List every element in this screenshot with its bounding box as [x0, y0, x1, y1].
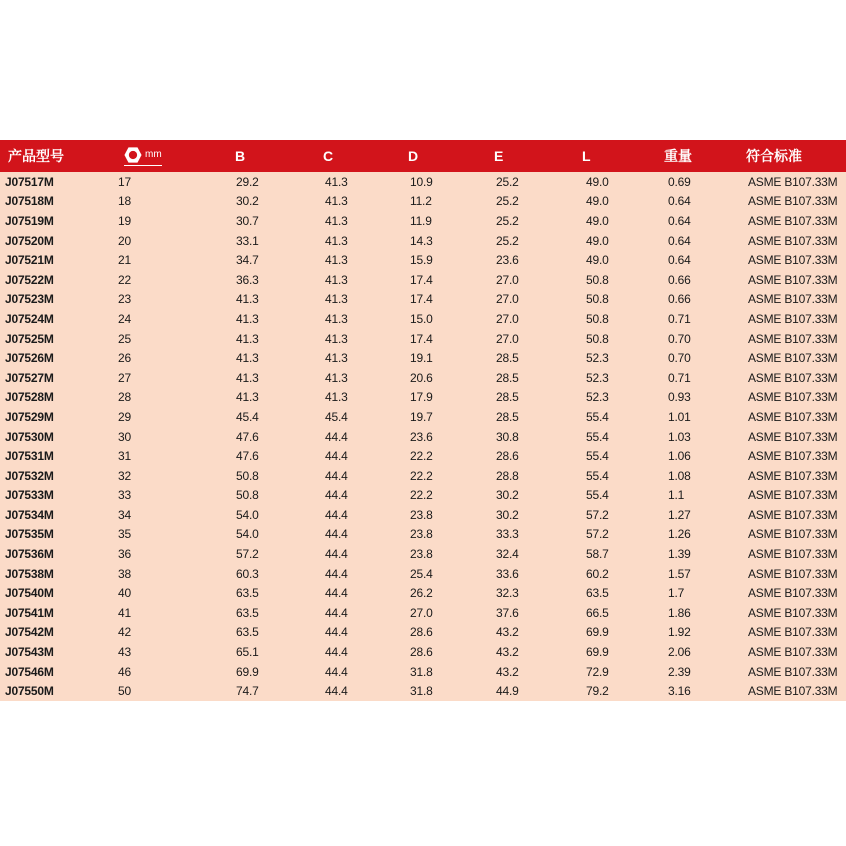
e-cell: 27.0 [496, 331, 519, 346]
b-cell: 41.3 [236, 390, 259, 405]
model-cell: J07550M [5, 684, 54, 699]
standard-cell: ASME B107.33M [748, 566, 838, 581]
table-row [0, 427, 846, 447]
b-cell: 30.7 [236, 213, 259, 228]
c-cell: 41.3 [325, 194, 348, 209]
model-cell: J07525M [5, 331, 54, 346]
c-cell: 41.3 [325, 272, 348, 287]
e-cell: 25.2 [496, 174, 519, 189]
standard-cell: ASME B107.33M [748, 174, 838, 189]
table-row [0, 505, 846, 525]
b-cell: 65.1 [236, 645, 259, 660]
d-cell: 17.4 [410, 272, 433, 287]
model-cell: J07533M [5, 488, 54, 503]
standard-cell: ASME B107.33M [748, 272, 838, 287]
c-cell: 41.3 [325, 331, 348, 346]
c-cell: 44.4 [325, 468, 348, 483]
c-cell: 41.3 [325, 351, 348, 366]
e-cell: 30.8 [496, 429, 519, 444]
d-cell: 23.8 [410, 547, 433, 562]
standard-cell: ASME B107.33M [748, 527, 838, 542]
standard-cell: ASME B107.33M [748, 468, 838, 483]
b-cell: 63.5 [236, 605, 259, 620]
size-cell: 30 [118, 429, 131, 444]
header-weight: 重量 [664, 148, 692, 164]
l-cell: 55.4 [586, 409, 609, 424]
size-cell: 35 [118, 527, 131, 542]
e-cell: 32.4 [496, 547, 519, 562]
d-cell: 31.8 [410, 684, 433, 699]
d-cell: 19.7 [410, 409, 433, 424]
e-cell: 27.0 [496, 292, 519, 307]
e-cell: 27.0 [496, 272, 519, 287]
standard-cell: ASME B107.33M [748, 605, 838, 620]
e-cell: 25.2 [496, 213, 519, 228]
d-cell: 17.9 [410, 390, 433, 405]
l-cell: 66.5 [586, 605, 609, 620]
model-cell: J07534M [5, 507, 54, 522]
b-cell: 74.7 [236, 684, 259, 699]
e-cell: 28.8 [496, 468, 519, 483]
c-cell: 44.4 [325, 645, 348, 660]
model-cell: J07523M [5, 292, 54, 307]
d-cell: 27.0 [410, 605, 433, 620]
weight-cell: 0.71 [668, 311, 691, 326]
e-cell: 28.5 [496, 351, 519, 366]
model-cell: J07520M [5, 233, 54, 248]
e-cell: 43.2 [496, 625, 519, 640]
standard-cell: ASME B107.33M [748, 625, 838, 640]
model-cell: J07538M [5, 566, 54, 581]
e-cell: 37.6 [496, 605, 519, 620]
l-cell: 72.9 [586, 664, 609, 679]
c-cell: 45.4 [325, 409, 348, 424]
standard-cell: ASME B107.33M [748, 429, 838, 444]
b-cell: 47.6 [236, 449, 259, 464]
l-cell: 50.8 [586, 311, 609, 326]
d-cell: 22.2 [410, 468, 433, 483]
table-row [0, 681, 846, 701]
weight-cell: 1.26 [668, 527, 691, 542]
e-cell: 30.2 [496, 507, 519, 522]
model-cell: J07527M [5, 370, 54, 385]
l-cell: 58.7 [586, 547, 609, 562]
model-cell: J07518M [5, 194, 54, 209]
weight-cell: 3.16 [668, 684, 691, 699]
d-cell: 22.2 [410, 488, 433, 503]
header-d: D [408, 148, 419, 164]
l-cell: 55.4 [586, 429, 609, 444]
model-cell: J07517M [5, 174, 54, 189]
d-cell: 15.9 [410, 253, 433, 268]
d-cell: 14.3 [410, 233, 433, 248]
l-cell: 63.5 [586, 586, 609, 601]
d-cell: 11.2 [410, 194, 432, 209]
e-cell: 28.5 [496, 370, 519, 385]
l-cell: 52.3 [586, 390, 609, 405]
model-cell: J07531M [5, 449, 54, 464]
size-cell: 36 [118, 547, 131, 562]
weight-cell: 0.64 [668, 233, 691, 248]
b-cell: 41.3 [236, 351, 259, 366]
size-cell: 29 [118, 409, 131, 424]
weight-cell: 1.08 [668, 468, 691, 483]
e-cell: 28.6 [496, 449, 519, 464]
e-cell: 43.2 [496, 664, 519, 679]
b-cell: 41.3 [236, 370, 259, 385]
table-row [0, 407, 846, 427]
d-cell: 22.2 [410, 449, 433, 464]
b-cell: 34.7 [236, 253, 259, 268]
c-cell: 41.3 [325, 390, 348, 405]
weight-cell: 1.86 [668, 605, 691, 620]
table-row [0, 211, 846, 231]
size-cell: 38 [118, 566, 131, 581]
e-cell: 23.6 [496, 253, 519, 268]
weight-cell: 0.66 [668, 292, 691, 307]
standard-cell: ASME B107.33M [748, 311, 838, 326]
b-cell: 41.3 [236, 311, 259, 326]
size-cell: 26 [118, 351, 131, 366]
e-cell: 33.6 [496, 566, 519, 581]
weight-cell: 1.27 [668, 507, 691, 522]
weight-cell: 1.92 [668, 625, 691, 640]
table-row [0, 231, 846, 251]
c-cell: 41.3 [325, 370, 348, 385]
e-cell: 30.2 [496, 488, 519, 503]
model-cell: J07541M [5, 605, 54, 620]
model-cell: J07530M [5, 429, 54, 444]
size-cell: 46 [118, 664, 131, 679]
b-cell: 69.9 [236, 664, 259, 679]
size-header-label [124, 146, 162, 166]
model-cell: J07532M [5, 468, 54, 483]
weight-cell: 0.93 [668, 390, 691, 405]
table-row [0, 583, 846, 603]
l-cell: 60.2 [586, 566, 609, 581]
b-cell: 30.2 [236, 194, 259, 209]
b-cell: 45.4 [236, 409, 259, 424]
header-e: E [494, 148, 504, 164]
table-row [0, 309, 846, 329]
l-cell: 79.2 [586, 684, 609, 699]
table-header [0, 140, 846, 172]
spec-table [0, 140, 846, 701]
c-cell: 41.3 [325, 213, 348, 228]
model-cell: J07535M [5, 527, 54, 542]
standard-cell: ASME B107.33M [748, 547, 838, 562]
l-cell: 52.3 [586, 370, 609, 385]
l-cell: 50.8 [586, 331, 609, 346]
size-cell: 24 [118, 311, 131, 326]
size-cell: 22 [118, 272, 131, 287]
size-cell: 21 [118, 253, 131, 268]
table-row [0, 525, 846, 545]
standard-cell: ASME B107.33M [748, 213, 838, 228]
standard-cell: ASME B107.33M [748, 488, 838, 503]
c-cell: 44.4 [325, 684, 348, 699]
d-cell: 20.6 [410, 370, 433, 385]
l-cell: 52.3 [586, 351, 609, 366]
weight-cell: 0.71 [668, 370, 691, 385]
e-cell: 25.2 [496, 194, 519, 209]
model-cell: J07521M [5, 253, 54, 268]
standard-cell: ASME B107.33M [748, 390, 838, 405]
c-cell: 41.3 [325, 311, 348, 326]
d-cell: 23.8 [410, 507, 433, 522]
b-cell: 50.8 [236, 488, 259, 503]
table-row [0, 564, 846, 584]
model-cell: J07536M [5, 547, 54, 562]
e-cell: 44.9 [496, 684, 519, 699]
d-cell: 19.1 [410, 351, 433, 366]
b-cell: 41.3 [236, 292, 259, 307]
table-row [0, 662, 846, 682]
c-cell: 44.4 [325, 547, 348, 562]
c-cell: 44.4 [325, 527, 348, 542]
l-cell: 55.4 [586, 468, 609, 483]
size-cell: 50 [118, 684, 131, 699]
model-cell: J07543M [5, 645, 54, 660]
l-cell: 69.9 [586, 645, 609, 660]
d-cell: 17.4 [410, 292, 433, 307]
d-cell: 17.4 [410, 331, 433, 346]
table-row [0, 466, 846, 486]
l-cell: 49.0 [586, 213, 609, 228]
table-row [0, 368, 846, 388]
header-model: 产品型号 [8, 148, 64, 164]
header-standard: 符合标准 [746, 148, 802, 164]
model-cell: J07519M [5, 213, 54, 228]
weight-cell: 0.70 [668, 351, 691, 366]
model-cell: J07522M [5, 272, 54, 287]
c-cell: 44.4 [325, 605, 348, 620]
size-cell: 28 [118, 390, 131, 405]
size-cell: 18 [118, 194, 131, 209]
table-row [0, 329, 846, 349]
e-cell: 25.2 [496, 233, 519, 248]
d-cell: 25.4 [410, 566, 433, 581]
table-row [0, 486, 846, 506]
size-cell: 17 [118, 174, 131, 189]
table-row [0, 603, 846, 623]
model-cell: J07528M [5, 390, 54, 405]
table-row [0, 270, 846, 290]
table-row [0, 250, 846, 270]
standard-cell: ASME B107.33M [748, 331, 838, 346]
b-cell: 29.2 [236, 174, 259, 189]
l-cell: 49.0 [586, 194, 609, 209]
size-cell: 25 [118, 331, 131, 346]
model-cell: J07546M [5, 664, 54, 679]
c-cell: 44.4 [325, 449, 348, 464]
standard-cell: ASME B107.33M [748, 449, 838, 464]
c-cell: 41.3 [325, 174, 348, 189]
weight-cell: 1.01 [668, 409, 691, 424]
standard-cell: ASME B107.33M [748, 253, 838, 268]
header-row [0, 140, 846, 172]
weight-cell: 1.06 [668, 449, 691, 464]
size-cell: 40 [118, 586, 131, 601]
d-cell: 23.6 [410, 429, 433, 444]
weight-cell: 0.64 [668, 213, 691, 228]
model-cell: J07542M [5, 625, 54, 640]
size-cell: 19 [118, 213, 131, 228]
standard-cell: ASME B107.33M [748, 351, 838, 366]
size-cell: 20 [118, 233, 131, 248]
l-cell: 69.9 [586, 625, 609, 640]
size-unit: mm [145, 149, 162, 160]
weight-cell: 0.64 [668, 194, 691, 209]
size-cell: 32 [118, 468, 131, 483]
e-cell: 28.5 [496, 390, 519, 405]
l-cell: 55.4 [586, 449, 609, 464]
weight-cell: 1.03 [668, 429, 691, 444]
c-cell: 41.3 [325, 233, 348, 248]
l-cell: 49.0 [586, 253, 609, 268]
model-cell: J07526M [5, 351, 54, 366]
d-cell: 28.6 [410, 625, 433, 640]
d-cell: 11.9 [410, 213, 432, 228]
b-cell: 54.0 [236, 507, 259, 522]
weight-cell: 1.7 [668, 586, 685, 601]
l-cell: 50.8 [586, 292, 609, 307]
header-size [116, 140, 232, 172]
b-cell: 47.6 [236, 429, 259, 444]
b-cell: 63.5 [236, 586, 259, 601]
table-row [0, 192, 846, 212]
c-cell: 44.4 [325, 507, 348, 522]
weight-cell: 2.39 [668, 664, 691, 679]
weight-cell: 1.39 [668, 547, 691, 562]
header-b: B [235, 148, 246, 164]
table-row [0, 348, 846, 368]
c-cell: 41.3 [325, 292, 348, 307]
size-cell: 42 [118, 625, 131, 640]
model-cell: J07524M [5, 311, 54, 326]
header-l: L [582, 148, 591, 164]
l-cell: 55.4 [586, 488, 609, 503]
l-cell: 50.8 [586, 272, 609, 287]
header-c: C [323, 148, 334, 164]
size-cell: 34 [118, 507, 131, 522]
table-row [0, 290, 846, 310]
model-cell: J07540M [5, 586, 54, 601]
b-cell: 60.3 [236, 566, 259, 581]
e-cell: 43.2 [496, 645, 519, 660]
b-cell: 57.2 [236, 547, 259, 562]
l-cell: 49.0 [586, 174, 609, 189]
hex-icon [124, 146, 142, 164]
l-cell: 57.2 [586, 507, 609, 522]
e-cell: 33.3 [496, 527, 519, 542]
size-cell: 31 [118, 449, 131, 464]
size-cell: 27 [118, 370, 131, 385]
e-cell: 32.3 [496, 586, 519, 601]
d-cell: 15.0 [410, 311, 433, 326]
standard-cell: ASME B107.33M [748, 684, 838, 699]
d-cell: 26.2 [410, 586, 433, 601]
b-cell: 63.5 [236, 625, 259, 640]
standard-cell: ASME B107.33M [748, 507, 838, 522]
l-cell: 57.2 [586, 527, 609, 542]
weight-cell: 0.69 [668, 174, 691, 189]
b-cell: 41.3 [236, 331, 259, 346]
table-row [0, 388, 846, 408]
weight-cell: 0.64 [668, 253, 691, 268]
c-cell: 44.4 [325, 586, 348, 601]
d-cell: 10.9 [410, 174, 433, 189]
b-cell: 50.8 [236, 468, 259, 483]
standard-cell: ASME B107.33M [748, 409, 838, 424]
c-cell: 44.4 [325, 625, 348, 640]
size-cell: 23 [118, 292, 131, 307]
table-row [0, 446, 846, 466]
table-row [0, 623, 846, 643]
weight-cell: 0.70 [668, 331, 691, 346]
e-cell: 28.5 [496, 409, 519, 424]
c-cell: 44.4 [325, 566, 348, 581]
table-body [0, 172, 846, 701]
c-cell: 41.3 [325, 253, 348, 268]
standard-cell: ASME B107.33M [748, 194, 838, 209]
c-cell: 44.4 [325, 488, 348, 503]
l-cell: 49.0 [586, 233, 609, 248]
e-cell: 27.0 [496, 311, 519, 326]
standard-cell: ASME B107.33M [748, 292, 838, 307]
standard-cell: ASME B107.33M [748, 586, 838, 601]
standard-cell: ASME B107.33M [748, 664, 838, 679]
weight-cell: 2.06 [668, 645, 691, 660]
weight-cell: 1.57 [668, 566, 691, 581]
d-cell: 28.6 [410, 645, 433, 660]
standard-cell: ASME B107.33M [748, 645, 838, 660]
size-cell: 43 [118, 645, 131, 660]
d-cell: 23.8 [410, 527, 433, 542]
size-cell: 33 [118, 488, 131, 503]
c-cell: 44.4 [325, 429, 348, 444]
standard-cell: ASME B107.33M [748, 233, 838, 248]
c-cell: 44.4 [325, 664, 348, 679]
b-cell: 54.0 [236, 527, 259, 542]
d-cell: 31.8 [410, 664, 433, 679]
table-row [0, 172, 846, 192]
b-cell: 36.3 [236, 272, 259, 287]
weight-cell: 1.1 [668, 488, 685, 503]
table-row [0, 544, 846, 564]
model-cell: J07529M [5, 409, 54, 424]
b-cell: 33.1 [236, 233, 259, 248]
size-cell: 41 [118, 605, 131, 620]
standard-cell: ASME B107.33M [748, 370, 838, 385]
table-row [0, 642, 846, 662]
weight-cell: 0.66 [668, 272, 691, 287]
